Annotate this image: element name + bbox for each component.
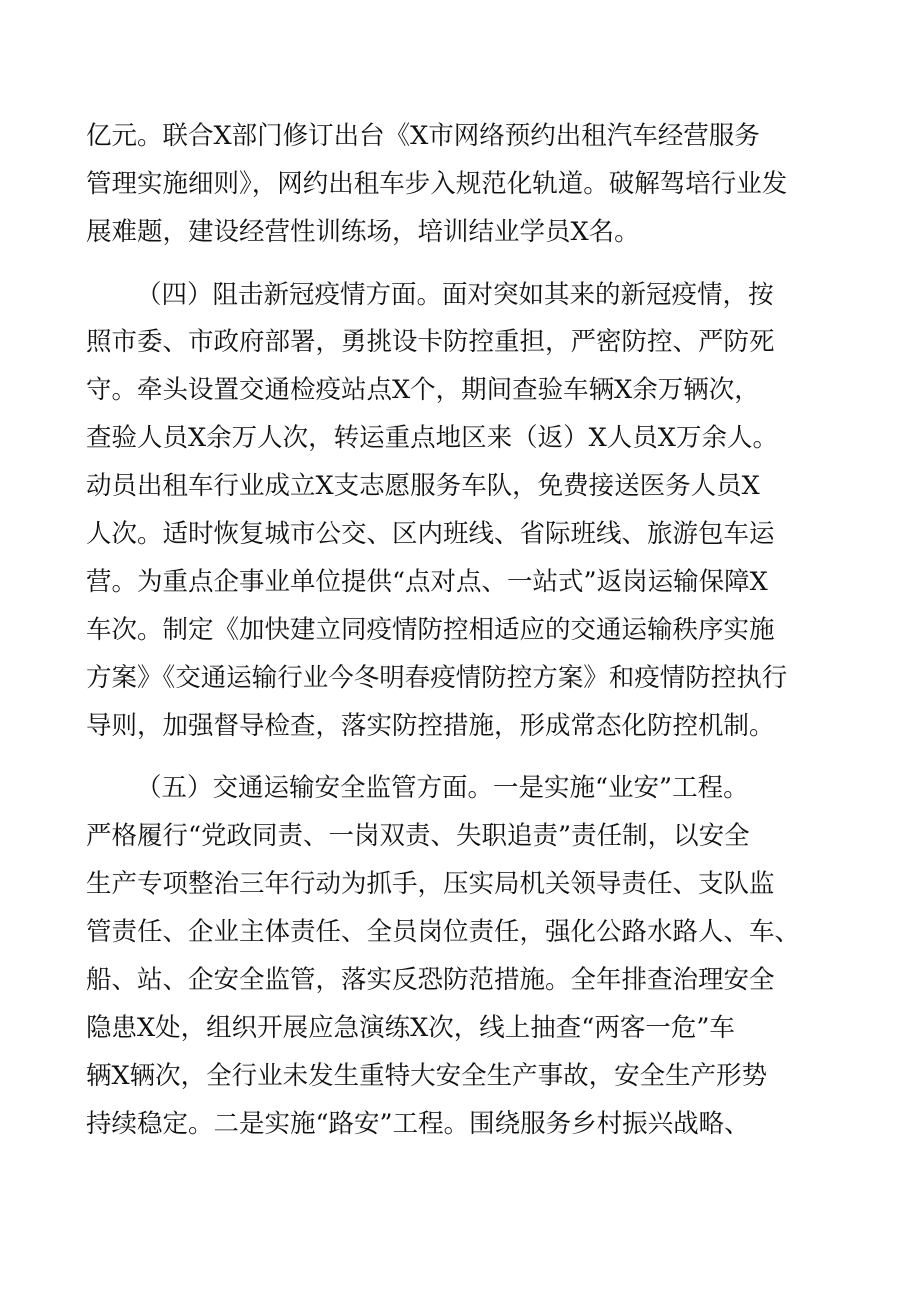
text-line: 查验人员X余万人次，转运重点地区来（返）X人员X万余人。 (86, 423, 778, 453)
text-line: 车次。制定《加快建立同疫情防控相适应的交通运输秩序实施 (86, 615, 775, 645)
text-line: 人次。适时恢复城市公交、区内班线、省际班线、旅游包车运 (86, 519, 775, 549)
text-line: 守。牵头设置交通检疫站点X个，期间查验车辆X余万辆次， (86, 375, 760, 405)
text-line: 方案》《交通运输行业今冬明春疫情防控方案》和疫情防控执行 (86, 663, 788, 693)
text-line: 亿元。联合X部门修订出台《X市网络预约出租汽车经营服务 (86, 121, 760, 151)
text-line: 生产专项整治三年行动为抓手，压实局机关领导责任、支队监 (86, 869, 775, 899)
text-line: 动员出租车行业成立X支志愿服务车队，免费接送医务人员X (86, 471, 760, 501)
paragraph-heading-line: （五）交通运输安全监管方面。一是实施“业安”工程。 (136, 773, 749, 803)
text-line: 持续稳定。二是实施“路安”工程。围绕服务乡村振兴战略、 (86, 1109, 750, 1139)
text-line: 船、站、企安全监管，落实反恐防范措施。全年排查治理安全 (86, 965, 775, 995)
text-line: 导则，加强督导检查，落实防控措施，形成常态化防控机制。 (86, 711, 775, 741)
text-line: 管理实施细则》，网约出租车步入规范化轨道。破解驾培行业发 (86, 169, 788, 199)
text-line: 照市委、市政府部署，勇挑设卡防控重担，严密防控、严防死 (86, 327, 775, 357)
text-line: 辆X辆次，全行业未发生重特大安全生产事故，安全生产形势 (86, 1061, 768, 1091)
text-line: 严格履行“党政同责、一岗双责、失职追责”责任制，以安全 (86, 821, 750, 851)
text-line: 营。为重点企事业单位提供“点对点、一站式”返岗运输保障X (86, 567, 768, 597)
text-line: 隐患X处，组织开展应急演练X次，线上抽查“两客一危”车 (86, 1013, 735, 1043)
paragraph-heading-line: （四）阻击新冠疫情方面。面对突如其来的新冠疫情，按 (136, 280, 774, 310)
text-line: 展难题，建设经营性训练场，培训结业学员X名。 (86, 217, 640, 247)
text-line: 管责任、企业主体责任、全员岗位责任，强化公路水路人、车、 (86, 917, 801, 947)
